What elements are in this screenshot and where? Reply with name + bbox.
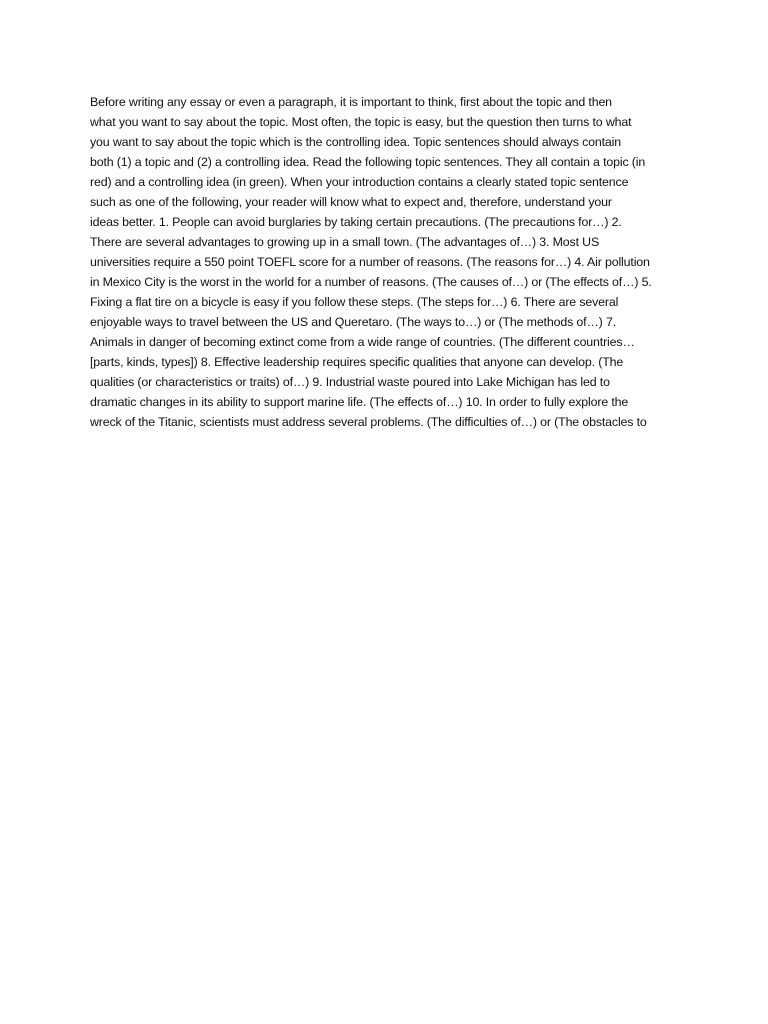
text-line: ideas better. 1. People can avoid burglaries by taking certain precautions. (The precautions for…) 2. <box>90 215 622 229</box>
text-line: Animals in danger of becoming extinct come from a wide range of countries. (The different countries… <box>90 335 635 349</box>
text-line: wreck of the Titanic, scientists must address several problems. (The difficulties of…) or (The obstacles to <box>90 415 647 429</box>
text-line: you want to say about the topic which is the controlling idea. Topic sentences should always contain <box>90 135 621 149</box>
text-line: what you want to say about the topic. Most often, the topic is easy, but the question then turns to what <box>90 115 632 129</box>
text-line: red) and a controlling idea (in green). When your introduction contains a clearly stated topic sentence <box>90 175 629 189</box>
text-line: Before writing any essay or even a paragraph, it is important to think, first about the topic and then <box>90 95 612 109</box>
text-line: both (1) a topic and (2) a controlling idea. Read the following topic sentences. They all contain a topic (in <box>90 155 646 169</box>
text-line: enjoyable ways to travel between the US and Queretaro. (The ways to…) or (The methods of…) 7. <box>90 315 616 329</box>
text-line: qualities (or characteristics or traits) of…) 9. Industrial waste poured into Lake Michigan has led to <box>90 375 610 389</box>
body-paragraph <box>90 92 682 432</box>
text-line: such as one of the following, your reader will know what to expect and, therefore, understand your <box>90 195 612 209</box>
text-line: dramatic changes in its ability to support marine life. (The effects of…) 10. In order to fully explore the <box>90 395 629 409</box>
text-line: in Mexico City is the worst in the world for a number of reasons. (The causes of…) or (The effects of…) 5. <box>90 275 652 289</box>
text-line: universities require a 550 point TOEFL score for a number of reasons. (The reasons for…) 4. Air pollution <box>90 255 650 269</box>
text-line: [parts, kinds, types]) 8. Effective leadership requires specific qualities that anyone can develop. (The <box>90 355 624 369</box>
text-line: Fixing a flat tire on a bicycle is easy if you follow these steps. (The steps for…) 6. There are several <box>90 295 619 309</box>
text-line: There are several advantages to growing up in a small town. (The advantages of…) 3. Most US <box>90 235 600 249</box>
